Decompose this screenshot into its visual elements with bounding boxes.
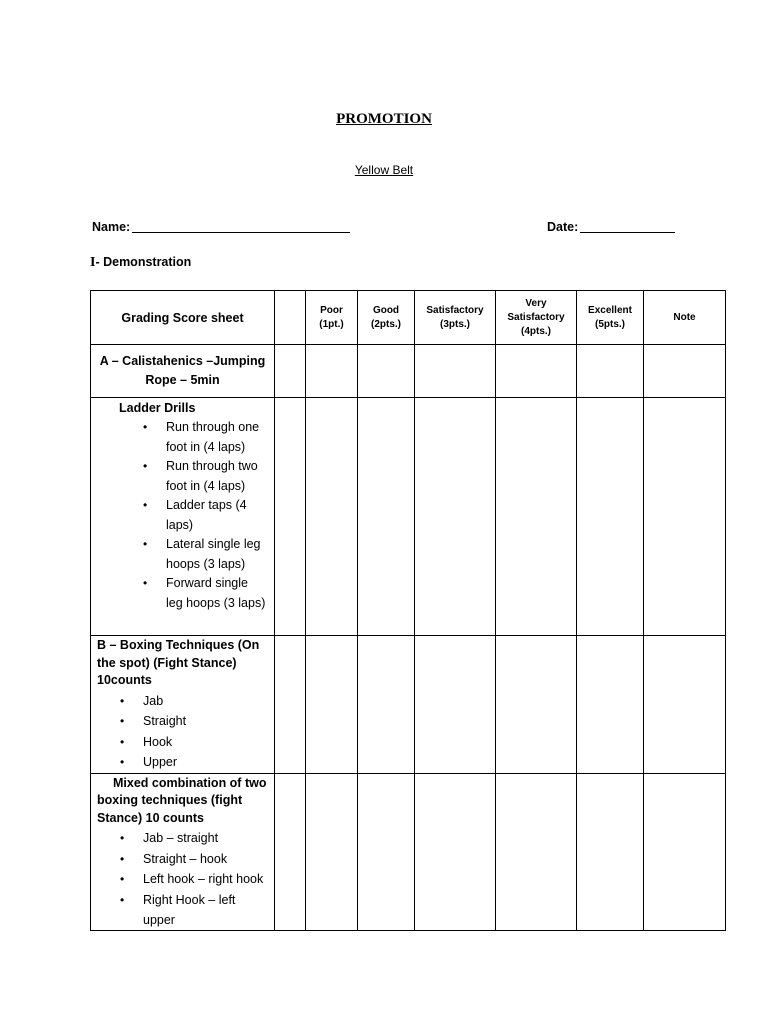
list-item: • Lateral single leg hoops (3 laps) [166,535,268,574]
header-good [358,291,415,345]
table-row-ladder [91,398,726,636]
header-very-satisfactory-label: Satisfactory [507,311,565,323]
date-field [547,220,675,234]
score-cell[interactable] [358,773,415,930]
score-cell[interactable] [415,636,496,774]
header-good-label: Good [372,304,400,316]
section-heading [90,255,191,271]
header-poor [306,291,358,345]
calisthenics-cell [91,345,275,398]
header-poor-points: (1pt.) [319,318,344,330]
name-label: Name: [92,220,131,234]
score-cell[interactable] [358,398,415,636]
note-cell[interactable] [644,398,726,636]
grading-table [90,290,726,931]
table-row-calisthenics [91,345,726,398]
list-item: • Forward single leg hoops (3 laps) [166,574,268,613]
ladder-drills-cell [91,398,275,636]
header-excellent-label: Excellent [588,304,632,316]
header-excellent-points: (5pts.) [595,318,625,330]
score-cell[interactable] [577,398,644,636]
section-label: - Demonstration [95,255,192,269]
header-grading-score-sheet: Grading Score sheet [91,291,275,345]
table-row-boxing [91,636,726,774]
calisthenics-line1: A – Calistahenics –Jumping [99,354,266,368]
score-cell[interactable] [306,773,358,930]
list-item: • Upper [143,752,274,773]
score-cell[interactable] [496,398,577,636]
header-poor-label: Poor [320,304,343,316]
score-cell[interactable] [415,398,496,636]
note-cell[interactable] [644,636,726,774]
header-satisfactory-label: Satisfactory [426,304,484,316]
mixed-combination-title: Mixed combination of two boxing techniques (fight Stance) 10 counts [97,775,267,825]
header-satisfactory-points: (3pts.) [440,318,470,330]
header-excellent [577,291,644,345]
date-label: Date: [547,220,579,234]
calisthenics-line2: Rope – 5min [145,373,220,387]
score-cell[interactable] [496,636,577,774]
list-item: • Right Hook – left upper [143,890,270,930]
score-cell[interactable] [306,636,358,774]
name-field [92,220,350,234]
boxing-techniques-list [91,691,274,773]
list-item: • Run through two foot in (4 laps) [166,457,268,496]
list-item: • Run through one foot in (4 laps) [166,418,268,457]
list-item: • Left hook – right hook [143,869,270,890]
header-very-label: Very [525,297,547,309]
table-row-mixed [91,773,726,930]
score-cell[interactable] [275,398,306,636]
header-very-satisfactory-points: (4pts.) [521,325,551,337]
header-note: Note [644,291,726,345]
list-item: • Straight [143,711,274,732]
list-item: • Jab [143,691,274,712]
document-subtitle: Yellow Belt [354,163,414,177]
header-good-points: (2pts.) [371,318,401,330]
document-title: PROMOTION [336,111,432,127]
header-satisfactory [415,291,496,345]
score-cell[interactable] [577,636,644,774]
score-cell[interactable] [577,345,644,398]
list-item: • Hook [143,732,274,753]
list-item: • Jab – straight [143,828,270,849]
mixed-combination-cell [91,773,275,930]
date-blank-line[interactable] [580,220,675,233]
list-item: • Ladder taps (4 laps) [166,496,268,535]
score-cell[interactable] [275,345,306,398]
score-cell[interactable] [496,345,577,398]
note-cell[interactable] [644,773,726,930]
score-cell[interactable] [415,773,496,930]
header-blank [275,291,306,345]
score-cell[interactable] [496,773,577,930]
score-cell[interactable] [577,773,644,930]
score-cell[interactable] [358,345,415,398]
score-cell[interactable] [275,773,306,930]
list-item: • Straight – hook [143,849,270,870]
note-cell[interactable] [644,345,726,398]
section-roman: I [90,255,96,270]
ladder-drills-list [91,418,274,613]
ladder-drills-title: Ladder Drills [119,401,196,415]
mixed-combination-list [91,828,274,930]
header-very-satisfactory [496,291,577,345]
boxing-techniques-cell [91,636,275,774]
table-header-row [91,291,726,345]
score-cell[interactable] [415,345,496,398]
name-blank-line[interactable] [132,220,350,233]
boxing-techniques-title: B – Boxing Techniques (On the spot) (Fight Stance) 10counts [97,638,260,687]
score-cell[interactable] [358,636,415,774]
score-cell[interactable] [306,398,358,636]
score-cell[interactable] [306,345,358,398]
score-cell[interactable] [275,636,306,774]
